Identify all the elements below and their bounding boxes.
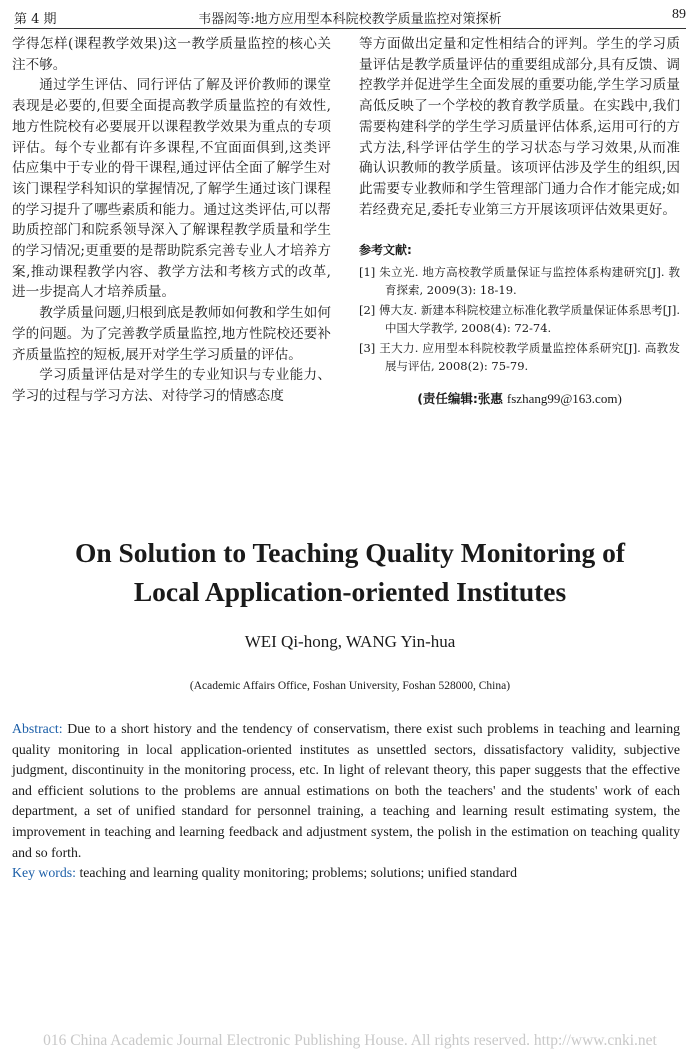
page-number: 89 [672, 7, 686, 22]
left-column [12, 34, 331, 407]
editor-label: (责任编辑:张惠 [417, 391, 503, 407]
reference-item: [3] 王大力. 应用型本科院校教学质量监控体系研究[J]. 高教发展与评估, 2008(2): 75-79. [359, 341, 680, 374]
abstract-label: Abstract: [12, 721, 63, 736]
keywords-text: teaching and learning quality monitoring; problems; solutions; unified standard [76, 865, 518, 881]
references-title: 参考文献: [359, 243, 412, 258]
abstract-text: Due to a short history and the tendency of conservatism, there exist such problems in teaching and learning quality monitoring in local application-oriented institutes as unsettled sectors, dissatisfactory validity, subjective judgment, discontinuity in the monitoring process, etc. In light of relevant theory, this paper suggests that the effective and efficient solutions to the problems are annual estimations on both the teachers' and the students' work of each department, a set of unified standard for personnel training, a teaching and learning result estimating system, the improvement in teaching and learning feedback and adjustment system, the polish in the estimation on teaching quality and so forth. [12, 721, 680, 860]
keywords-label: Key words: [12, 865, 76, 881]
editor-note [359, 389, 680, 410]
authors: WEI Qi-hong, WANG Yin-hua [244, 632, 456, 651]
right-column [359, 34, 680, 410]
editor-email: fszhang99@163.com) [506, 391, 622, 407]
issue-number: 第 4 期 [14, 12, 57, 27]
running-header [14, 6, 686, 29]
paragraph: 等方面做出定量和定性相结合的评判。学生的学习质量评估是教学质量评估的重要组成部分,具有反馈、调控教学并促进学生全面发展的重要功能,学生学习质量高低反映了一个学校的教育教学质量。在实践中,我们需要构建科学的学生学习质量评估体系,运用可行的方式方法,科学评估学生的学习状态与学习效果,从而准确认识教师的教学质量。该项评估涉及学生的组织,因此需要专业教师和学生管理部门通力合作才能完成;如若经费充足,委托专业第三方开展该项评估效果更好。 [359, 36, 680, 218]
paragraph: 学得怎样(课程教学效果)这一教学质量监控的核心关注不够。 [12, 36, 331, 73]
paragraph: 学习质量评估是对学生的专业知识与专业能力、学习的过程与学习方法、对待学习的情感态度 [12, 367, 331, 404]
abstract-block [12, 719, 680, 884]
reference-item: [2] 傅大友. 新建本科院校建立标准化教学质量保证体系思考[J]. 中国大学教学, 2008(4): 72-74. [359, 303, 680, 336]
keywords [12, 863, 680, 884]
paragraph: 教学质量问题,归根到底是教师如何教和学生如何学的问题。为了完善教学质量监控,地方性院校还要补齐质量监控的短板,展开对学生学习质量的评估。 [12, 305, 331, 363]
copyright-watermark: 016 China Academic Journal Electronic Publishing House. All rights reserved. http://www.cnki.net [43, 1032, 657, 1049]
affiliation: (Academic Affairs Office, Foshan University, Foshan 528000, China) [189, 680, 511, 692]
title-line: On Solution to Teaching Quality Monitoring of [74, 537, 626, 568]
reference-item: [1] 朱立光. 地方高校教学质量保证与监控体系构建研究[J]. 教育探索, 2009(3): 18-19. [359, 265, 680, 298]
english-title [0, 533, 700, 611]
abstract [12, 719, 680, 863]
title-line: Local Application-oriented Institutes [133, 576, 567, 607]
paragraph: 通过学生评估、同行评估了解及评价教师的课堂表现是必要的,但要全面提高教学质量监控的有效性,地方性院校有必要展开以课程教学效果为重点的专项评估。每个专业都有许多课程,不宜面面俱到,这类评估应集中于专业的骨干课程,通过评估全面了解学生对该门课程学科知识的掌握情况,了解学生通过该门课程的学习提升了哪些素质和能力。通过这类评估,可以帮助质控部门和院系领导深入了解课程教学质量和学生的学习情况;更重要的是帮助院系完善专业人才培养方案,推动课程教学内容、教学方法和考核方式的改革,进一步提高人才培养质量。 [12, 77, 331, 301]
running-title: 韦器闳等:地方应用型本科院校教学质量监控对策探析 [198, 12, 502, 27]
